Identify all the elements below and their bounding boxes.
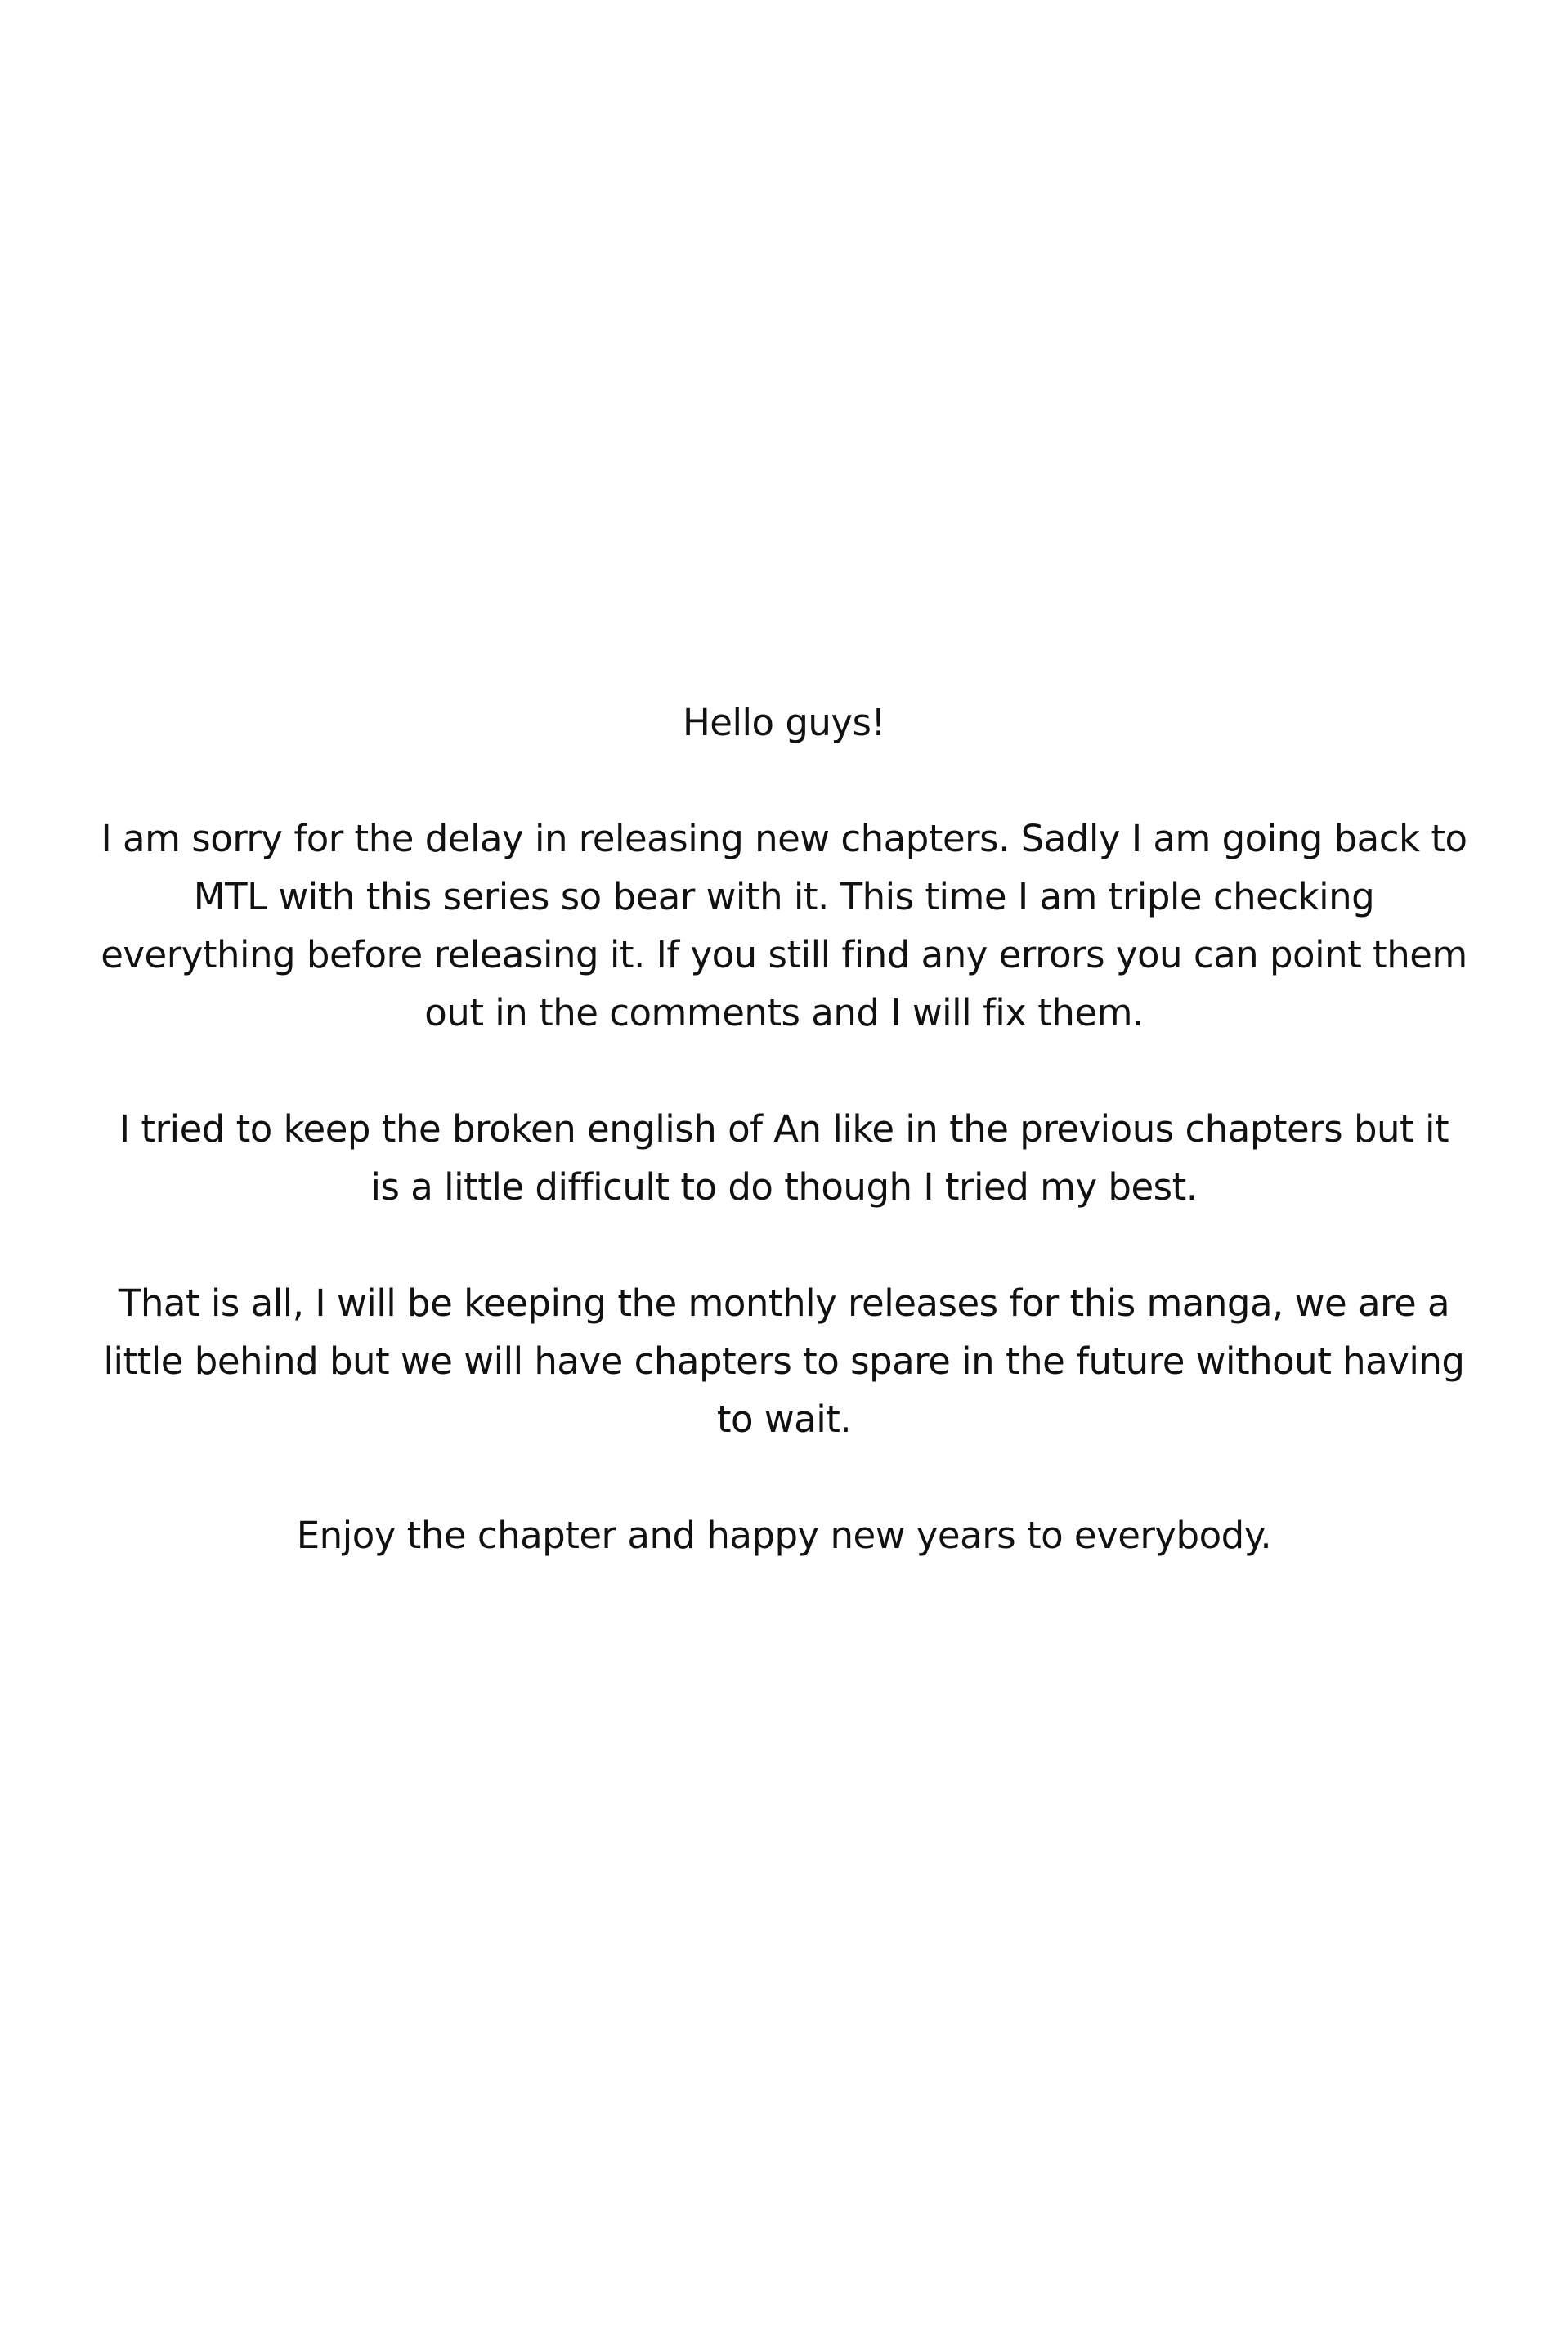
text-line: little behind but we will have chapters to spare in the future without having (103, 1340, 1465, 1383)
text-line: out in the comments and I will fix them. (424, 991, 1144, 1034)
greeting (65, 693, 1503, 752)
text-line: I tried to keep the broken english of An like in the previous chapters but it (119, 1107, 1449, 1151)
text-line: That is all, I will be keeping the monthly releases for this manga, we are a (118, 1281, 1450, 1325)
paragraph-translation-style (65, 1100, 1503, 1216)
translator-note (65, 693, 1503, 1564)
text-line: everything before releasing it. If you still find any errors you can point them (101, 933, 1467, 976)
paragraph-release-schedule (65, 1274, 1503, 1448)
text-line: I am sorry for the delay in releasing new chapters. Sadly I am going back to (101, 817, 1467, 860)
paragraph-closing (65, 1506, 1503, 1564)
text-line: Enjoy the chapter and happy new years to everybody. (296, 1514, 1272, 1557)
text-line: MTL with this series so bear with it. This time I am triple checking (193, 875, 1375, 918)
text-line: is a little difficult to do though I tried my best. (370, 1165, 1198, 1209)
paragraph-apology (65, 810, 1503, 1042)
greeting-text: Hello guys! (682, 701, 886, 744)
text-line: to wait. (716, 1398, 852, 1441)
